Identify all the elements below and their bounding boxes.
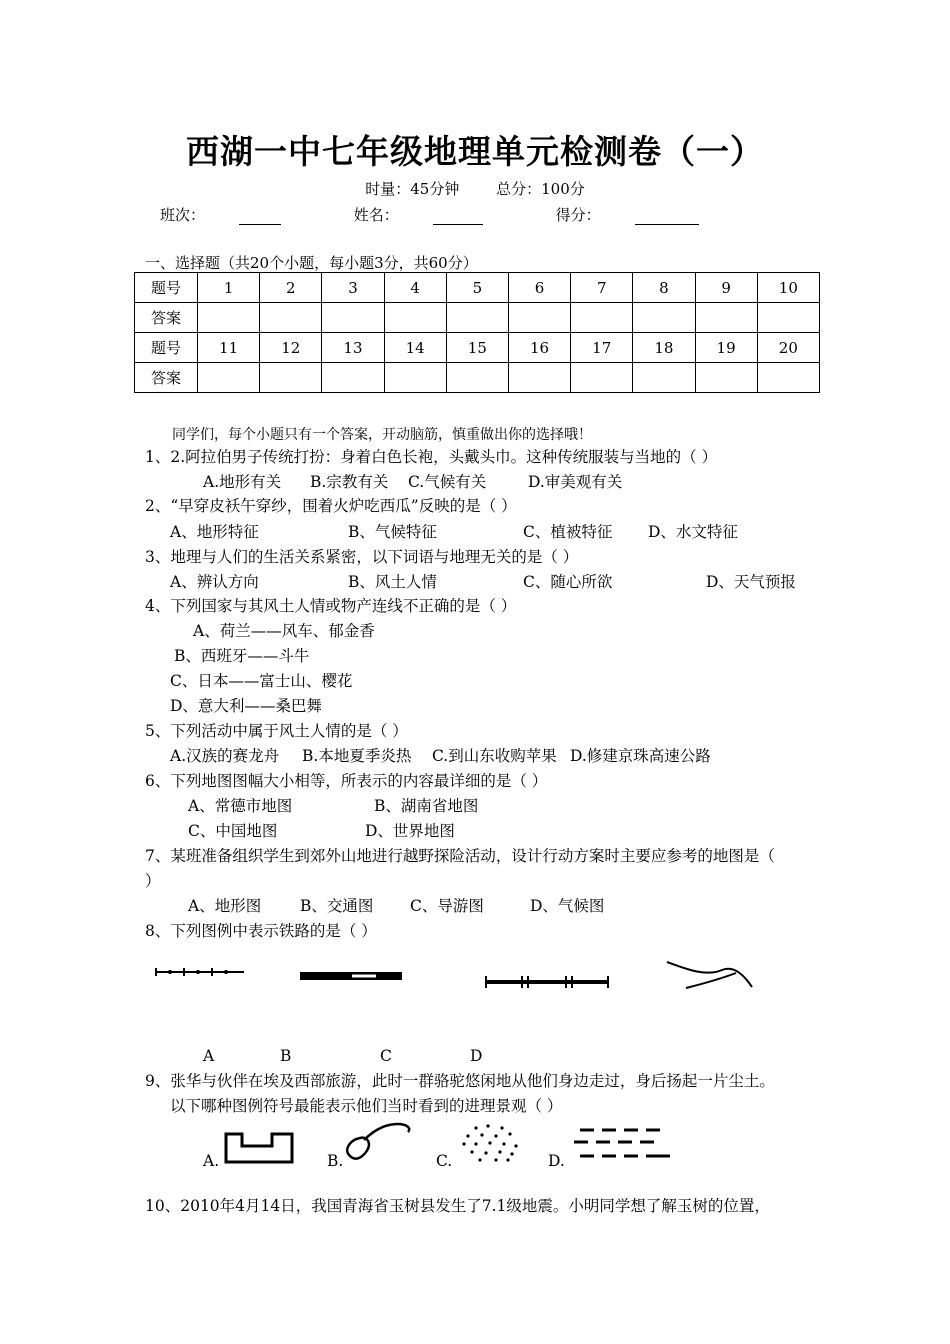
question-stem-cont: ） — [145, 872, 161, 890]
question-stem: 3、地理与人们的生活关系紧密，以下词语与地理无关的是（ ） — [145, 548, 579, 566]
answer-cell[interactable] — [446, 363, 508, 393]
answer-cell[interactable] — [633, 363, 695, 393]
answer-cell[interactable] — [508, 363, 570, 393]
option-a[interactable]: A、荷兰——风车、郁金香 — [193, 622, 375, 640]
time-limit: 时量：45分钟 — [365, 180, 460, 198]
answer-cell[interactable] — [757, 363, 819, 393]
class-blank[interactable] — [239, 210, 281, 225]
name-blank[interactable] — [433, 210, 483, 225]
option-d[interactable]: D、水文特征 — [648, 523, 738, 541]
table-cell: 16 — [508, 333, 570, 363]
answer-cell[interactable] — [198, 303, 260, 333]
table-cell: 18 — [633, 333, 695, 363]
table-cell: 20 — [757, 333, 819, 363]
option-c[interactable]: C.气候有关 — [408, 473, 487, 491]
answer-cell[interactable] — [757, 303, 819, 333]
answer-cell[interactable] — [508, 303, 570, 333]
table-row — [135, 273, 820, 303]
option-b[interactable]: B.宗教有关 — [310, 473, 389, 491]
option-a[interactable]: A.地形有关 — [203, 473, 282, 491]
answer-cell[interactable] — [198, 363, 260, 393]
question-stem: 6、下列地图图幅大小相等，所表示的内容最详细的是（ ） — [145, 772, 548, 790]
table-cell: 1 — [198, 273, 260, 303]
table-cell: 11 — [198, 333, 260, 363]
table-cell: 10 — [757, 273, 819, 303]
table-cell: 6 — [508, 273, 570, 303]
table-cell: 8 — [633, 273, 695, 303]
score-blank[interactable] — [635, 210, 699, 225]
row-label: 题号 — [135, 333, 198, 363]
river-symbol-icon — [664, 957, 756, 993]
answer-cell[interactable] — [695, 303, 757, 333]
answer-cell[interactable] — [322, 303, 384, 333]
table-cell: 13 — [322, 333, 384, 363]
question-stem: 2、“早穿皮袄午穿纱，围着火炉吃西瓜”反映的是（ ） — [145, 497, 517, 515]
option-d[interactable]: D、意大利——桑巴舞 — [170, 697, 322, 715]
option-a[interactable]: A. — [203, 1152, 220, 1170]
answer-cell[interactable] — [384, 303, 446, 333]
table-row — [135, 303, 820, 333]
option-b[interactable]: B、气候特征 — [348, 523, 437, 541]
row-label: 答案 — [135, 303, 198, 333]
row-label: 答案 — [135, 363, 198, 393]
section-heading: 一、选择题（共20个小题，每小题3分，共60分） — [145, 254, 478, 272]
option-b[interactable]: B、交通图 — [300, 897, 374, 915]
question-stem: 7、某班准备组织学生到郊外山地进行越野探险活动，设计行动方案时主要应参考的地图是（ — [145, 847, 775, 865]
table-cell: 19 — [695, 333, 757, 363]
table-row — [135, 333, 820, 363]
instruction-tip: 同学们，每个小题只有一个答案，开动脑筋，慎重做出你的选择哦！ — [172, 427, 592, 443]
question-stem: 4、下列国家与其风土人情或物产连线不正确的是（ ） — [145, 597, 517, 615]
answer-cell[interactable] — [633, 303, 695, 333]
option-c[interactable]: C、日本——富士山、樱花 — [170, 672, 353, 690]
table-cell: 5 — [446, 273, 508, 303]
option-b[interactable]: B、西班牙——斗牛 — [174, 647, 310, 665]
answer-cell[interactable] — [384, 363, 446, 393]
highway-symbol-icon — [298, 968, 406, 988]
option-d[interactable]: D. — [548, 1152, 565, 1170]
question-stem-cont: 以下哪种图例符号最能表示他们当时看到的进理景观（ ） — [170, 1097, 563, 1115]
option-a[interactable]: A、地形图 — [188, 897, 262, 915]
railway-symbol-icon — [150, 962, 250, 982]
option-b[interactable]: B — [280, 1047, 292, 1065]
answer-cell[interactable] — [446, 303, 508, 333]
student-info — [160, 204, 767, 225]
option-c[interactable]: C、中国地图 — [188, 822, 278, 840]
sand-dots-icon — [458, 1122, 524, 1164]
total-score: 总分：100分 — [496, 180, 585, 198]
answer-cell[interactable] — [571, 303, 633, 333]
option-b[interactable]: B. — [327, 1152, 344, 1170]
dashed-lines-icon — [570, 1126, 674, 1166]
option-d[interactable]: D.审美观有关 — [528, 473, 623, 491]
option-a[interactable]: A、常德市地图 — [188, 797, 293, 815]
table-cell: 7 — [571, 273, 633, 303]
option-c[interactable]: C、导游图 — [410, 897, 484, 915]
option-a[interactable]: A.汉族的赛龙舟 — [170, 747, 280, 765]
option-b[interactable]: B、湖南省地图 — [374, 797, 479, 815]
question-stem: 9、张华与伙伴在埃及西部旅游，此时一群骆驼悠闲地从他们身边走过，身后扬起一片尘土。 — [145, 1072, 775, 1090]
option-a[interactable]: A — [203, 1047, 215, 1065]
option-b[interactable]: B、风土人情 — [348, 573, 437, 591]
table-cell: 9 — [695, 273, 757, 303]
lake-symbol-icon — [340, 1118, 416, 1164]
table-cell: 15 — [446, 333, 508, 363]
answer-cell[interactable] — [322, 363, 384, 393]
answer-cell[interactable] — [695, 363, 757, 393]
option-d[interactable]: D、世界地图 — [365, 822, 455, 840]
question-stem: 10、2010年4月14日，我国青海省玉树县发生了7.1级地震。小明同学想了解玉树的位置， — [145, 1197, 770, 1215]
option-b[interactable]: B.本地夏季炎热 — [302, 747, 412, 765]
wall-symbol-icon — [222, 1128, 296, 1166]
answer-cell[interactable] — [571, 363, 633, 393]
option-d[interactable]: D、天气预报 — [706, 573, 796, 591]
question-stem: 1、2.阿拉伯男子传统打扮：身着白色长袍，头戴头巾。这种传统服装与当地的（ ） — [145, 448, 718, 466]
option-a[interactable]: A、辨认方向 — [170, 573, 259, 591]
table-row — [135, 363, 820, 393]
table-cell: 4 — [384, 273, 446, 303]
option-d[interactable]: D、气候图 — [530, 897, 605, 915]
page-title: 西湖一中七年级地理单元检测卷（一） — [186, 132, 764, 171]
option-c[interactable]: C.到山东收购苹果 — [432, 747, 557, 765]
row-label: 题号 — [135, 273, 198, 303]
option-d[interactable]: D — [470, 1047, 483, 1065]
question-stem: 8、下列图例中表示铁路的是（ ） — [145, 922, 377, 940]
road-symbol-icon — [482, 972, 614, 996]
name-label: 姓名： — [353, 206, 399, 224]
answer-cell[interactable] — [260, 363, 322, 393]
option-c[interactable]: C、植被特征 — [523, 523, 613, 541]
answer-cell[interactable] — [260, 303, 322, 333]
option-c[interactable]: C — [380, 1047, 392, 1065]
table-cell: 3 — [322, 273, 384, 303]
exam-meta — [0, 178, 950, 199]
option-a[interactable]: A、地形特征 — [170, 523, 259, 541]
table-cell: 12 — [260, 333, 322, 363]
option-c[interactable]: C. — [436, 1152, 453, 1170]
answer-table — [134, 272, 820, 393]
class-label: 班次： — [160, 206, 206, 224]
option-d[interactable]: D.修建京珠高速公路 — [570, 747, 711, 765]
table-cell: 14 — [384, 333, 446, 363]
table-cell: 17 — [571, 333, 633, 363]
table-cell: 2 — [260, 273, 322, 303]
question-stem: 5、下列活动中属于风土人情的是（ ） — [145, 722, 408, 740]
score-label: 得分： — [555, 206, 601, 224]
option-c[interactable]: C、随心所欲 — [523, 573, 613, 591]
